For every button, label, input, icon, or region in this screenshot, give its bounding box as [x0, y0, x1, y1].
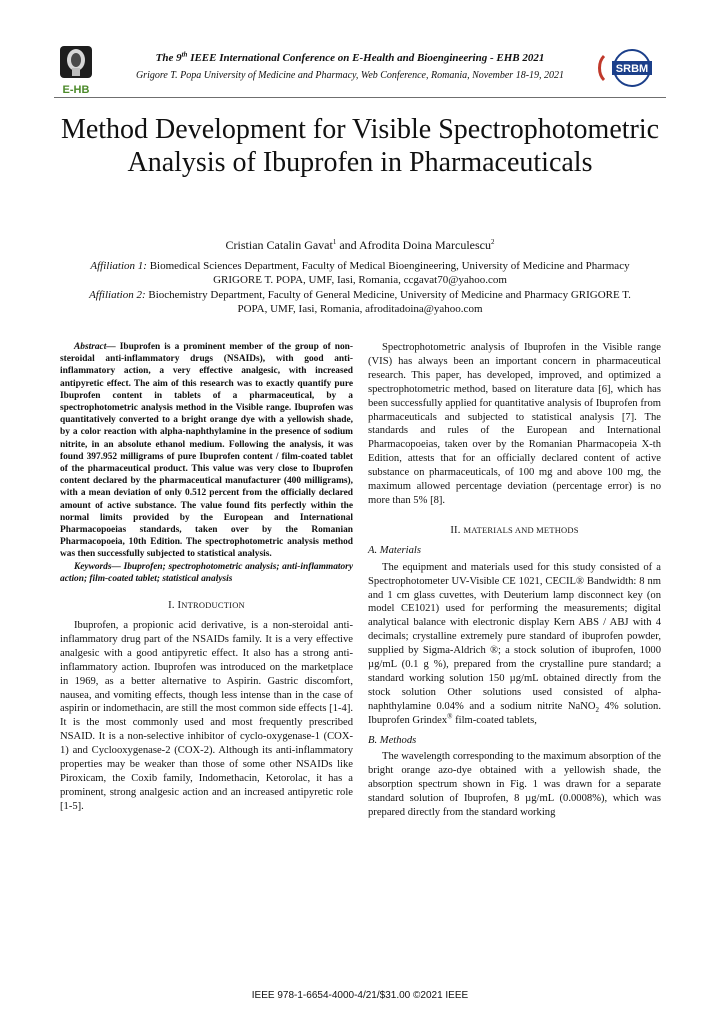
- paper-title: Method Development for Visible Spectrophotometric Analysis of Ibuprofen in Pharmaceuticals: [60, 114, 660, 178]
- svg-text:E-HB: E-HB: [62, 84, 90, 96]
- ehb-logo: [54, 46, 98, 96]
- abstract: Abstract— Ibuprofen is a prominent member of the group of non-steroidal anti-inflammatory drugs (NSAIDs), with good anti-inflammatory action, a very effective analgesic, with increased antipyretic effect. The aim of this research was to exactly quantify pure Ibuprofen content in tablets of a pharmaceutical, by a spectrophotometric analysis method in the Visible range. Ibuprofen was quantitatively converted to a bright orange dye with a yellowish shade, by a color reaction with alpha-naphthylamine in the presence of sodium nitrite, in an absolute ethanol medium. Following the analysis, it was found 397.952 milligrams of pure Ibuprofen content / film-coated tablet of the pharmaceutical product. This value was very close to Ibuprofen content declared by the pharmaceutical manufacturer (400 milligrams), with a mean deviation of only 0.512 percent from the officially declared amount of active substance. The value found fits perfectly within the normal limits provided by the European and International Pharmacopoeias standards, taken over by the Romanian Pharmacopoeia, 10th Edition. The spectrophotometric analysis method was then successfully subjected to statistical analysis.: [60, 342, 354, 560]
- conference-title: The 9th IEEE International Conference on E-Health and Bioengineering - EHB 2021: [155, 50, 545, 64]
- subsection-methods: B. Methods: [368, 734, 417, 746]
- srbm-logo: [596, 48, 660, 88]
- section-heading-materials-methods: II. MATERIALS AND METHODS: [450, 524, 579, 536]
- section-heading-introduction: I. INTRODUCTION: [168, 600, 245, 612]
- left-column: [60, 341, 353, 814]
- introduction-paragraph-2: Spectrophotometric analysis of Ibuprofen in the Visible range (VIS) has always been an important concern in pharmaceutical research. This paper, has developed, improved, and optimized a spectrophotometric method, based on literature data [6], which has been successfully applied for quantitative analysis of Ibuprofen from pharmaceuticals and subjected to statistical analysis [7]. The standards and rules of the European and International Pharmacopoeias, taken over by the Romanian Pharmacopeia X-th Edition, attests that for an officially declared content of active substance on pharmaceuticals, of 100 mg and above 100 mg, the maximum allowed percentage deviation (percentage error) is no more than 5% [8].: [368, 342, 661, 506]
- materials-paragraph: The equipment and materials used for this study consisted of a Spectrophotometer UV-Visible CE 1021, CECIL® Bandwidth: 8 nm and 1 cm glass cuvettes, with Deuterium lamp disconnect key (on model CE1021) used for performing the measurements; digital analytical balance with electronic display Kern ABS / ABJ with 4 decimals; crystalline extremely pure standard of ibuprofen powder, supplied by Sigma-Aldrich ®; a stock solution of ibuprofen, 1000 µg/mL (0.1 g %), prepared from the crystalline pure standard; a standard working solution 150 µg/mL obtained directly from the stock solution Other solutions used consisted of alpha-naphthylamine 0.04% and a sodium nitrite NaNO$_2$ 4% solution. Ibuprofen Grindex® film-coated tablets,: [368, 561, 661, 726]
- conference-venue: Grigore T. Popa University of Medicine and Pharmacy, Web Conference, Romania, November 18-19, 2021: [135, 70, 565, 81]
- author-2: Afrodita Doina Marculescu: [359, 238, 491, 252]
- svg-text:SRBM: SRBM: [615, 63, 649, 75]
- copyright-footer: IEEE 978-1-6654-4000-4/21/$31.00 ©2021 IEEE: [251, 990, 469, 1001]
- subsection-materials: A. Materials: [368, 544, 421, 556]
- author-line: Cristian Catalin Gavat$^1$ and Afrodita Doina Marculescu$^2$: [225, 238, 495, 252]
- header-divider: [54, 97, 666, 98]
- keywords: Keywords— Ibuprofen; spectrophotometric analysis; anti-inflammatory action; film-coated tablet; statistical analysis: [60, 561, 353, 584]
- methods-paragraph: The wavelength corresponding to the maximum absorption of the bright orange azo-dye obtained with a yellowish shade, the absorption spectrum shown in Fig. 1 was drawn for a separate standard solution of Ibuprofen, 8 µg/mL (0.0008%), which was prepared directly from the standard working: [368, 751, 661, 819]
- introduction-paragraph-1: Ibuprofen, a propionic acid derivative, is a non-steroidal anti-inflammatory drug part of the NSAIDs family. It is a very effective analgesic with a good antipyretic effect. It also has a strong anti-inflammatory action. Ibuprofen was introduced on the marketplace in 1969, as a better alternative to Aspirin. Gastric discomfort, nausea, and vomiting effects, though less intense than in the case of aspirin or indomethacin, are still the most common side effects [1-4]. It is the most commonly used and most frequently prescribed NSAID. It is a non-selective inhibitor of cyclo-oxygenase-1 (COX-1) and Cyclooxygenase-2 (COX-2). Although its anti-inflammatory properties may be weaker than those of some other NSAIDs like Piroxicam, the Coxib family, Indomethacin, Ketorolac, it has a prominent, strong analgesic action and an increased antipyretic role [1-5].: [60, 619, 353, 812]
- affiliation-1: Affiliation 1: Biomedical Sciences Department, Faculty of Medical Bioengineering, University of Medicine and Pharmacy GRIGORE T. POPA, UMF, Iasi, Romania, ccgavat70@yahoo.com: [90, 260, 630, 286]
- affiliation-2: Affiliation 2: Biochemistry Department, Faculty of General Medicine, University of Medicine and Pharmacy GRIGORE T. POPA, UMF, Iasi, Romania, afroditadoina@yahoo.com: [89, 289, 631, 315]
- right-column: [368, 341, 661, 820]
- author-1: Cristian Catalin Gavat: [225, 238, 333, 252]
